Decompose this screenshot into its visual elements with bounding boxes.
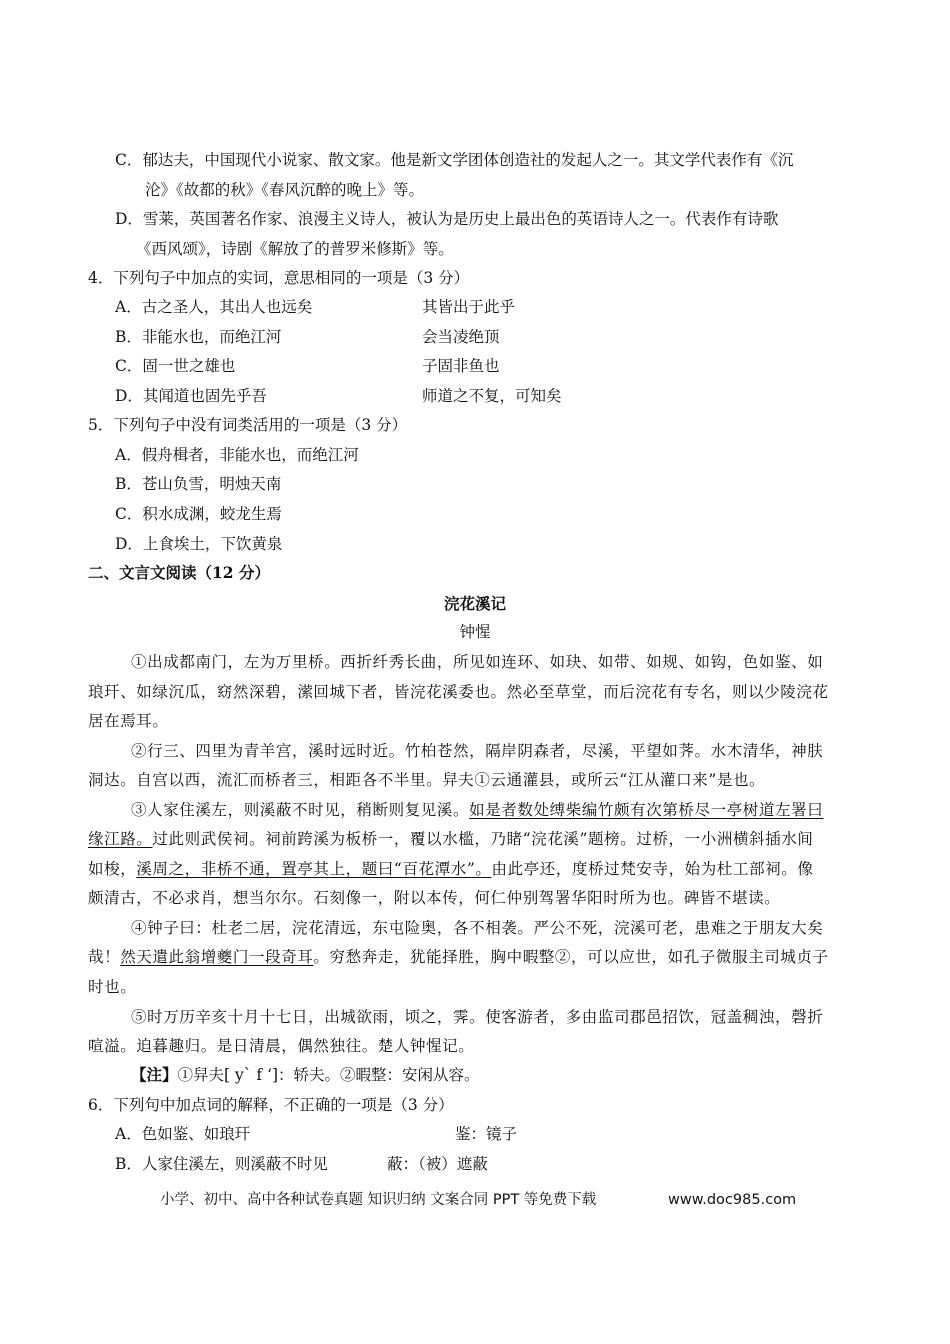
passage-p4-line1: ④钟子曰：杜老二居，浣花清远，东屯险奥，各不相袭。严公不死，浣溪可老，患难之于朋友大矣 xyxy=(131,919,824,937)
note-label: 【注】 xyxy=(131,1065,178,1084)
q5-stem: 5．下列句子中没有词类活用的一项是（3 分） xyxy=(88,416,408,434)
passage-p5-line2: 喧溢。迫暮趣归。是日清晨，偶然独往。楚人钟惺记。 xyxy=(88,1037,475,1055)
q5-option-a: A．假舟楫者，非能水也，而绝江河 xyxy=(115,446,359,464)
q4-option-d-left: D．其闻道也固先乎吾 xyxy=(115,387,267,405)
passage-p4-line2-text-a: 哉！ xyxy=(88,948,121,966)
q6-option-a-right: 鉴：镜子 xyxy=(455,1125,518,1143)
q3-option-d-line2: 《西风颂》，诗剧《解放了的普罗米修斯》等。 xyxy=(136,240,454,258)
q4-option-b-left: B．非能水也，而绝江河 xyxy=(115,328,282,346)
section-heading: 二、文言文阅读（12 分） xyxy=(88,563,270,582)
q6-option-a-left: A．色如鉴、如琅玕 xyxy=(115,1125,251,1143)
passage-author: 钟惺 xyxy=(459,623,491,641)
passage-p3-line2-text: 过此则武侯祠。祠前跨溪为板桥一，覆以水槛，乃睹“浣花溪”题榜。过桥，一小洲横斜插水间 xyxy=(152,830,814,848)
q4-option-b-right: 会当凌绝顶 xyxy=(422,328,500,346)
passage-p1-line2: 琅玕、如绿沉瓜，窈然深碧，潆回城下者，皆浣花溪委也。然必至草堂，而后浣花有专名，则以少陵浣花 xyxy=(88,683,829,701)
q5-option-b: B．苍山负雪，明烛天南 xyxy=(115,475,282,493)
q6-option-b-right: 蔽：（被）遮蔽 xyxy=(387,1155,488,1173)
passage-p3-line3 xyxy=(88,858,813,880)
note-text: ①舁夫[ y` f ‘]：轿夫。②暇整：安闲从容。 xyxy=(177,1066,480,1084)
passage-p1-line3: 居在焉耳。 xyxy=(88,712,169,730)
passage-p3-line4: 颇清古，不必求肖，想当尔尔。石刻像一，附以本传，何仁仲别驾署华阳时所为也。碑皆不堪读。 xyxy=(88,889,781,907)
q4-option-a-right: 其皆出于此乎 xyxy=(422,298,516,316)
passage-p3-line3-text-b: 由此亭还，度桥过梵安寺，始为杜工部祠。像 xyxy=(491,860,814,878)
passage-note xyxy=(131,1064,480,1086)
passage-title: 浣花溪记 xyxy=(443,594,506,613)
q6-option-b-left: B．人家住溪左，则溪蔽不时见 xyxy=(115,1155,328,1173)
q4-option-a-left: A．古之圣人，其出人也远矣 xyxy=(115,298,313,316)
passage-p2-line1: ②行三、四里为青羊宫，溪时远时近。竹柏苍然，隔岸阴森者，尽溪，平望如荠。水木清华，神肤 xyxy=(131,742,824,760)
q4-stem: 4．下列句子中加点的实词，意思相同的一项是（3 分） xyxy=(88,269,470,287)
passage-p3-underlined-1: 如是者数处缚柴编竹颇有次第桥尽一亭树道左署曰 xyxy=(469,801,824,819)
passage-p1-line1: ①出成都南门，左为万里桥。西折纤秀长曲，所见如连环、如玦、如带、如规、如钩，色如鉴、如 xyxy=(131,653,824,671)
passage-p4-line2 xyxy=(88,946,829,968)
passage-p3-line1-text: ③人家住溪左，则溪蔽不时见，稍断则复见溪。 xyxy=(131,801,470,819)
footer-text: 小学、初中、高中各种试卷真题 知识归纳 文案合同 PPT 等免费下载 xyxy=(160,1192,597,1208)
q4-option-c-right: 子固非鱼也 xyxy=(422,357,500,375)
passage-p3-line2 xyxy=(88,828,813,850)
passage-p4-line3: 时也。 xyxy=(88,978,137,996)
passage-p3-underlined-2: 缘江路。 xyxy=(88,830,153,848)
q4-option-c-left: C．固一世之雄也 xyxy=(115,357,236,375)
q4-option-d-right: 师道之不复，可知矣 xyxy=(422,387,562,405)
passage-p2-line2: 洞达。自宫以西，流汇而桥者三，相距各不半里。舁夫①云通灌县，或所云“江从灌口来”是也。 xyxy=(88,771,766,789)
q6-stem: 6．下列句中加点词的解释，不正确的一项是（3 分） xyxy=(88,1096,454,1114)
passage-p3-line1 xyxy=(131,799,823,821)
passage-p4-line2-text-b: 。穷愁奔走，犹能择胜，胸中暇整②，可以应世，如孔子微服主司城贞子 xyxy=(313,948,829,966)
passage-p3-underlined-3: 溪周之，非桥不通，置亭其上，题曰“百花潭水”。 xyxy=(136,860,492,878)
passage-p5-line1: ⑤时万历辛亥十月十七日，出城欲雨，顷之，霁。使客游者，多由监司郡邑招饮，冠盖稠浊，磬折 xyxy=(131,1008,824,1026)
passage-p3-line3-text-a: 如梭， xyxy=(88,860,137,878)
q3-option-c-line1: C．郁达夫，中国现代小说家、散文家。他是新文学团体创造社的发起人之一。其文学代表作有《沉 xyxy=(115,151,794,169)
q3-option-c-line2: 沦》《故都的秋》《春风沉醉的晚上》等。 xyxy=(145,181,425,199)
q5-option-d: D．上食埃土，下饮黄泉 xyxy=(115,535,283,553)
footer-url[interactable]: www.doc985.com xyxy=(668,1192,797,1208)
q3-option-d-line1: D．雪莱，英国著名作家、浪漫主义诗人，被认为是历史上最出色的英语诗人之一。代表作有诗歌 xyxy=(115,210,779,228)
passage-p4-underlined: 然天遣此翁增夔门一段奇耳 xyxy=(120,948,314,966)
q5-option-c: C．积水成渊，蛟龙生焉 xyxy=(115,505,282,523)
